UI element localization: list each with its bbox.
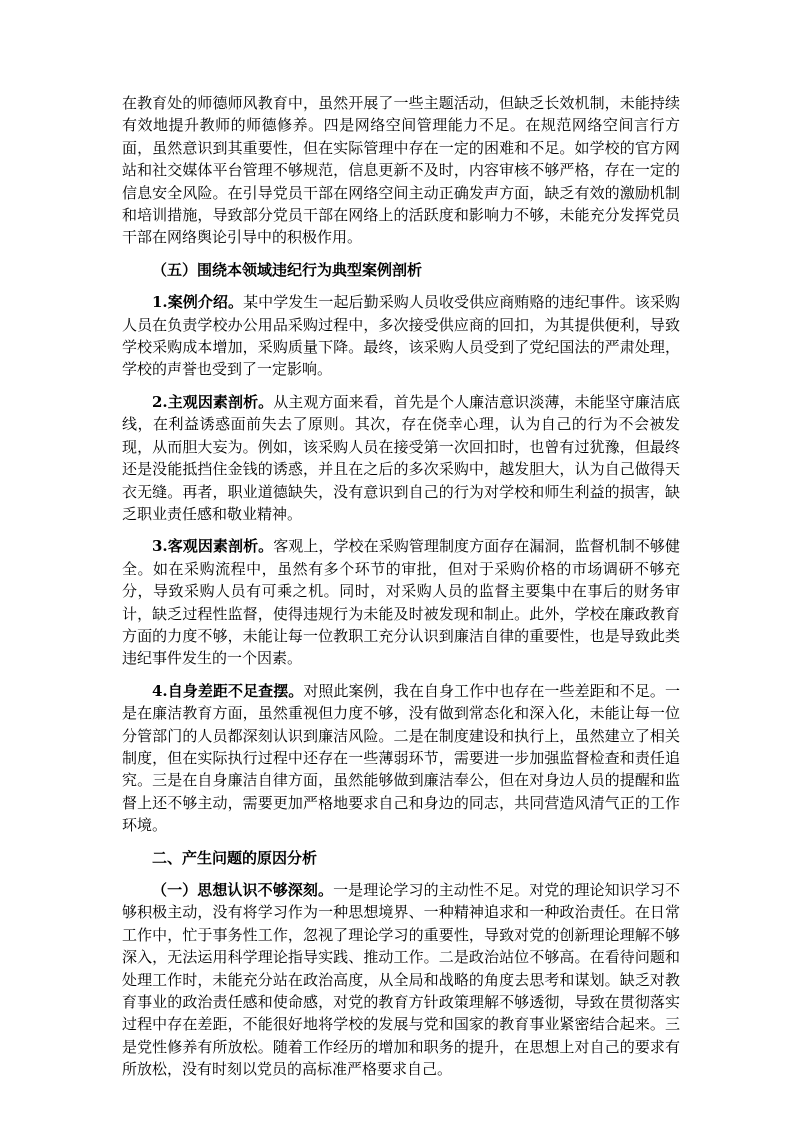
paragraph-body: 某中学发生一起后勤采购人员收受供应商贿赂的违纪事件。该采购人员在负责学校办公用品采购过程中，多次接受供应商的回扣，为其提供便利，导致学校采购成本增加，采购质量下降。最终，该采购人员受到了党纪国法的严肃处理，学校的声誉也受到了一定影响。 — [122, 293, 680, 379]
paragraph-body: 对照此案例，我在自身工作中也存在一些差距和不足。一是在廉洁教育方面，虽然重视但力度不够，没有做到常态化和深入化，未能让每一位分管部门的人员都深刻认识到廉洁风险。二是在制度建设和执行上，虽然建立了相关制度，但在实际执行过程中还存在一些薄弱环节，需要进一步加强监督检查和责任追究。三是在自身廉洁自律方面，虽然能够做到廉洁奉公，但在对身边人员的提醒和监督上还不够主动，需要更加严格地要求自己和身边的同志，共同营造风清气正的工作环境。 — [122, 681, 680, 835]
section-heading-part2: 二、产生问题的原因分析 — [152, 848, 318, 867]
paragraph-body: 从主观方面来看，首先是个人廉洁意识淡薄，未能坚守廉洁底线，在利益诱惑面前失去了原则。其次，存在侥幸心理，认为自己的行为不会被发现，从而胆大妄为。例如，该采购人员在接受第一次回扣时，也曾有过犹豫，但最终还是没能抵挡住金钱的诱惑，并且在之后的多次采购中，越发胆大，认为自己做得天衣无缝。再者，职业道德缺失，没有意识到自己的行为对学校和师生利益的损害，缺乏职业责任感和敬业精神。 — [122, 392, 680, 523]
document-page — [122, 92, 680, 1091]
paragraph-body: 客观上，学校在采购管理制度方面存在漏洞，监督机制不够健全。如在采购流程中，虽然有多个环节的审批，但对于采购价格的市场调研不够充分，导致采购人员有可乘之机。同时，对采购人员的监督主要集中在事后的财务审计，缺乏过程性监督，使得违规行为未能及时被发现和制止。此外，学校在廉政教育方面的力度不够，未能让每一位教职工充分认识到廉洁自律的重要性，也是导致此类违纪事件发生的一个因素。 — [122, 537, 680, 668]
section-heading-5: （五）围绕本领域违纪行为典型案例剖析 — [152, 260, 423, 279]
paragraph-subjective-analysis — [122, 391, 680, 525]
paragraph-lead: 3.客观因素剖析。 — [152, 537, 274, 556]
paragraph-self-examination — [122, 680, 680, 837]
paragraph-lead: 4.自身差距不足查摆。 — [152, 681, 304, 700]
paragraph-lead: 1.案例介绍。 — [152, 293, 244, 312]
paragraph-lead: 2.主观因素剖析。 — [152, 392, 274, 411]
paragraph-body: 一是理论学习的主动性不足。对党的理论知识学习不够积极主动，没有将学习作为一种思想境界、一种精神追求和一种政治责任。在日常工作中，忙于事务性工作，忽视了理论学习的重要性，导致对党的创新理论理解不够深入，无法运用科学理论指导实践、推动工作。二是政治站位不够高。在看待问题和处理工作时，未能充分站在政治高度，从全局和战略的角度去思考和谋划。缺乏对教育事业的政治责任感和使命感，对党的教育方针政策理解不够透彻，导致在贯彻落实过程中存在差距，不能很好地将学校的发展与党和国家的教育事业紧密结合起来。三是党性修养有所放松。随着工作经历的增加和职务的提升，在思想上对自己的要求有所放松，没有时刻以党员的高标准严格要求自己。 — [122, 881, 680, 1079]
paragraph-case-intro — [122, 291, 680, 381]
paragraph-ideological-understanding — [122, 879, 680, 1081]
paragraph-objective-analysis — [122, 535, 680, 669]
paragraph-intro: 在教育处的师德师风教育中，虽然开展了一些主题活动，但缺乏长效机制，未能持续有效地提升教师的师德修养。四是网络空间管理能力不足。在规范网络空间言行方面，虽然意识到其重要性，但在实际管理中存在一定的困难和不足。如学校的官方网站和社交媒体平台管理不够规范，信息更新不及时，内容审核不够严格，存在一定的信息安全风险。在引导党员干部在网络空间主动正确发声方面，缺乏有效的激励机制和培训措施，导致部分党员干部在网络上的活跃度和影响力不够，未能充分发挥党员干部在网络舆论引导中的积极作用。 — [122, 94, 680, 247]
paragraph-lead: （一）思想认识不够深刻。 — [152, 881, 334, 899]
